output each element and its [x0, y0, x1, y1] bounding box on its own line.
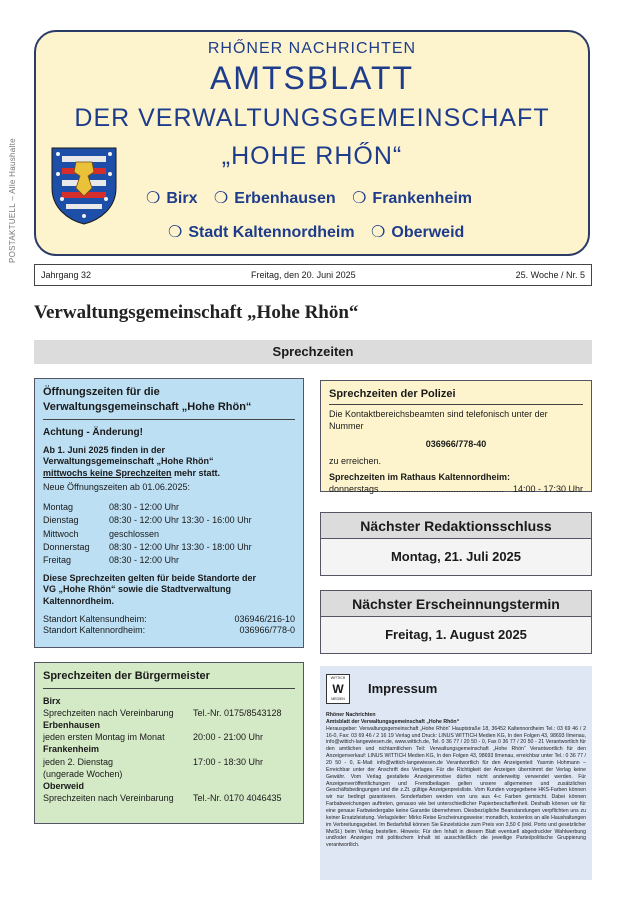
masthead	[34, 30, 590, 256]
notice-text: Ab 1. Juni 2025 finden in der Verwaltungsgemeinschaft „Hohe Rhön“ mittwochs keine Sprechzeiten mehr statt.	[43, 444, 221, 479]
masthead-subtitle: DER VERWALTUNGSGEMEINSCHAFT	[74, 104, 550, 132]
masthead-subtitle-2: „HOHE RHŐN“	[221, 142, 403, 170]
towns-row-2	[168, 222, 476, 242]
ring-icon: ❍	[371, 224, 386, 241]
deadline-box	[320, 512, 592, 576]
ring-icon: ❍	[146, 190, 161, 207]
hours-table	[43, 501, 295, 566]
town-erbenhausen: ❍ Erbenhausen	[213, 190, 336, 207]
ring-icon: ❍	[352, 190, 367, 207]
police-phone: 036966/778-40	[425, 438, 487, 449]
hours-row: Mittwoch geschlossen	[43, 528, 160, 539]
mayor-entry: Birx Sprechzeiten nach Vereinbarung Tel.-Nr. 0175/8543128	[43, 695, 282, 718]
mayors-heading: Sprechzeiten der Bürgermeister	[43, 670, 210, 682]
location-row: Standort Kaltennordheim: 036966/778-0	[43, 625, 295, 636]
next-issue-heading: Nächster Erscheinnungstermin	[321, 591, 591, 617]
deadline-heading: Nächster Redaktionsschluss	[321, 513, 591, 539]
police-heading: Sprechzeiten der Polizei	[329, 388, 456, 400]
issue-date: Freitag, den 20. Juni 2025	[251, 270, 356, 280]
office-hours-box	[34, 378, 304, 648]
police-reach: zu erreichen.	[329, 456, 382, 467]
impressum-box	[320, 666, 592, 880]
issue-week: 25. Woche / Nr. 5	[515, 270, 585, 280]
masthead-supertitle: RHŐNER NACHRICHTEN	[207, 40, 417, 57]
townhall-hours: donnerstags ................................................. 14:00 - 17:30 Uhr	[329, 483, 583, 494]
mayor-entry: Oberweid Sprechzeiten nach Vereinbarung Tel.-Nr. 0170 4046435	[43, 780, 282, 803]
divider	[329, 404, 583, 405]
new-hours-label: Neue Öffnungszeiten ab 01.06.2025:	[43, 481, 190, 492]
ring-icon: ❍	[213, 190, 229, 207]
mayor-entry: Erbenhausen jeden ersten Montag im Monat 20:00 - 21:00 Uhr	[43, 720, 264, 743]
next-issue-box	[320, 590, 592, 654]
town-birx: ❍ Birx	[146, 190, 198, 207]
mayors-box	[34, 662, 304, 824]
police-hours-box	[320, 380, 592, 492]
hours-row: Dienstag 08:30 - 12:00 Uhr 13:30 - 16:00 Uhr	[43, 515, 252, 526]
both-locations-note: Diese Sprechzeiten gelten für beide Standorte der VG „Hohe Rhön“ sowie die Stadtverwaltung Kaltennordheim.	[43, 572, 257, 607]
impressum-text: Rhöner Nachrichten Amtsblatt der Verwaltungsgemeinschaft „Hohe Rhön“ Herausgeber: Verwaltungsgemeinschaft „Hohe Rhön“ Hauptstraße 18, 36452 Kaltennordheim Tel.: 03 69 46 / 2 16-0, Fax: 03 69 46 / 2 16 19 Verlag und Druck: LINUS WITTICH Medien KG, In den Folgen 43, 98693 Ilmenau, info@wittich-langewiesen.de, www.wittich.de, Tel. 0 36 77 / 20 50 - 0, Fax 0 36 77 / 20 50 - 21 Verantwortlich für den amtlichen und nichtamtlichen Teil: Verwaltungsgemeinschaft „Hohe Rhön“ Verantwortlich für den Anzeigenverkauf: LINUS WITTICH Medien KG, In den Folgen 43, 98693 Ilmenau, erreichbar unter Tel.: 0 36 77 / 20 50 - 0, E-Mail: info@wittich-langewiesen.de Verantwortlich für den Anzeigenteil: Yasmin Hohmann – Erreichbar unter der Anschrift des Verlages. Für die Richtigkeit der Anzeigen übernimmt der Verlag keine Gewähr. Vom Verlag gestaltete Anzeigenmotive dürfen nicht anderweitig verwendet werden. Für Anzeigenveröffentlichungen und Fremdbeilagen gelten unsere allgemeinen und zusätzlichen Geschäftsbedingungen und die z.Zt. gültige Anzeigenpreisliste. Vom Kunden vorgegebene HKS-Farben können wir nur bedingt garantieren. Sonderfarben werden von uns aus 4-c Farben gemischt. Dabei können Farbabweichungen auftreten, genauso wie bei unterschiedlicher Papierbeschaffenheit. Deshalb können wir für eine genaue Farbwiedergabe keine Garantie übernehmen. Diesbezügliche Beanstandungen verpflichten uns zu keiner Ersatzleistung. Verlagsleiter: Mirko Reise Erscheinungsweise: monatlich, kostenlos an alle Haushaltungen im Verbreitungsgebiet. Im Bedarfsfall können Sie Einzelstücke zum Preis von 3,50 € (inkl. Porto und gesetzlicher MwSt.) beim Verlag bestellen. Hinweis: Für den Inhalt in diesem Blatt eventuell abgedruckter Wahlwerbung und/oder Anzeigen mit politischem Inhalt ist ausschließlich die jeweilige Partei/politische Gruppierung verantwortlich.	[326, 712, 586, 849]
towns-row-1	[146, 188, 484, 208]
office-hours-heading: Öffnungszeiten für die Verwaltungsgemeinschaft „Hohe Rhön“	[43, 386, 252, 413]
attention-label: Achtung - Änderung!	[43, 426, 143, 438]
locations-list	[43, 614, 295, 637]
publisher-logo: WITTICH W MEDIEN	[326, 674, 350, 704]
townhall-heading: Sprechzeiten im Rathaus Kaltennordheim:	[329, 472, 511, 483]
section-bar: Sprechzeiten	[34, 340, 592, 364]
divider	[43, 688, 295, 689]
divider	[43, 419, 295, 420]
town-frankenheim: ❍ Frankenheim	[352, 190, 473, 207]
impressum-header	[326, 672, 586, 706]
side-label: POSTAKTUELL – Alle Haushalte	[8, 138, 17, 263]
location-row: Standort Kaltensundheim: 036946/216-10	[43, 613, 295, 624]
police-text: Die Kontaktbereichsbeamten sind telefonisch unter der Nummer	[329, 409, 548, 431]
impressum-heading: Impressum	[368, 681, 438, 697]
next-issue-date: Freitag, 1. August 2025	[385, 627, 527, 642]
issue-info-bar	[34, 264, 592, 286]
town-kaltennordheim: ❍ Stadt Kaltennordheim	[168, 224, 355, 241]
town-oberweid: ❍ Oberweid	[371, 224, 465, 241]
coat-of-arms-icon	[48, 144, 120, 226]
hours-row: Montag 08:30 - 12:00 Uhr	[43, 502, 180, 513]
issue-volume: Jahrgang 32	[41, 270, 92, 280]
mayor-entry: Frankenheim jeden 2. Dienstag 17:00 - 18:30 Uhr (ungerade Wochen)	[43, 744, 264, 779]
deadline-date: Montag, 21. Juli 2025	[390, 549, 522, 564]
masthead-title: AMTSBLATT	[209, 60, 415, 96]
hours-row: Donnerstag 08:30 - 12:00 Uhr 13:30 - 18:00 Uhr	[43, 541, 252, 552]
ring-icon: ❍	[168, 224, 183, 241]
hours-row: Freitag 08:30 - 12:00 Uhr	[43, 554, 180, 565]
page-title: Verwaltungsgemeinschaft „Hohe Rhön“	[34, 302, 359, 323]
